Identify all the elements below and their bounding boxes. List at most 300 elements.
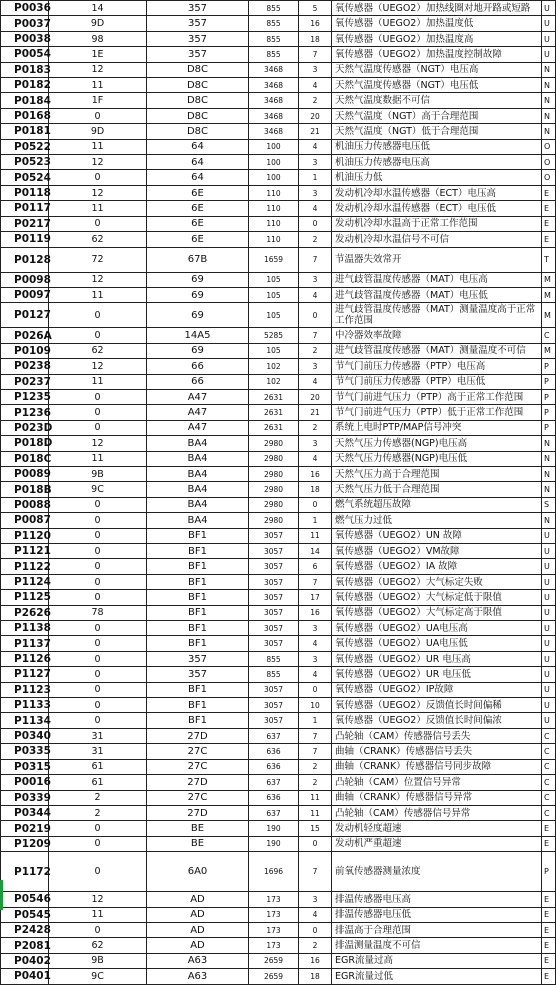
fault-code-cell: P0340 (1, 728, 49, 743)
category-cell: O (542, 170, 556, 185)
spn-hex-cell: 27C (147, 790, 249, 805)
fmi-cell: 5 (299, 1, 332, 16)
spn-cell: 3057 (249, 559, 299, 574)
description-cell: 发动机冷却水温传感器（ECT）电压低 (332, 201, 542, 216)
spn-hex-cell: 357 (147, 651, 249, 666)
spn-hex-cell: 64 (147, 139, 249, 154)
fmi-hex-cell: 9B (49, 953, 147, 968)
fault-code-cell: P1127 (1, 667, 49, 682)
category-cell: N (542, 62, 556, 77)
table-row (1, 482, 556, 497)
table-row (1, 47, 556, 62)
fmi-hex-cell: 31 (49, 728, 147, 743)
category-cell: O (542, 155, 556, 170)
spn-hex-cell: 6E (147, 201, 249, 216)
fault-code-cell: P0401 (1, 969, 49, 984)
category-cell: P (542, 359, 556, 374)
fmi-cell: 4 (299, 287, 332, 302)
description-cell: 氧传感器（UEGO2）UR 电压低 (332, 667, 542, 682)
description-cell: 排温测量温度不可信 (332, 938, 542, 953)
fault-code-cell: P0522 (1, 139, 49, 154)
fault-code-cell: P0054 (1, 47, 49, 62)
fault-code-cell: P0119 (1, 232, 49, 247)
fmi-hex-cell: 62 (49, 343, 147, 358)
spn-hex-cell: 69 (147, 272, 249, 287)
fmi-cell: 1 (299, 513, 332, 528)
fmi-cell: 18 (299, 969, 332, 984)
spn-hex-cell: A47 (147, 389, 249, 404)
fmi-cell: 7 (299, 574, 332, 589)
spn-cell: 2980 (249, 513, 299, 528)
spn-hex-cell: 6E (147, 216, 249, 231)
table-row (1, 1, 556, 16)
category-cell: U (542, 47, 556, 62)
fmi-cell: 11 (299, 528, 332, 543)
spn-cell: 2631 (249, 389, 299, 404)
fault-code-cell: P1209 (1, 836, 49, 851)
fmi-hex-cell: 0 (49, 821, 147, 836)
description-cell: 进气歧管温度传感器（MAT）测量温度高于正常工作范围 (332, 303, 542, 328)
spn-cell: 173 (249, 892, 299, 907)
spn-cell: 855 (249, 16, 299, 31)
spn-cell: 3057 (249, 528, 299, 543)
fmi-cell: 10 (299, 698, 332, 713)
spn-hex-cell: BF1 (147, 605, 249, 620)
fmi-cell: 2 (299, 232, 332, 247)
fmi-cell: 4 (299, 451, 332, 466)
fault-code-cell: P0037 (1, 16, 49, 31)
fmi-cell: 7 (299, 328, 332, 343)
category-cell: E (542, 821, 556, 836)
fmi-cell: 21 (299, 405, 332, 420)
spn-cell: 2980 (249, 466, 299, 481)
fmi-cell: 2 (299, 420, 332, 435)
fmi-cell: 2 (299, 759, 332, 774)
spn-cell: 3468 (249, 78, 299, 93)
description-cell: 天然气压力低于合理范围 (332, 482, 542, 497)
spn-hex-cell: BF1 (147, 559, 249, 574)
spn-hex-cell: BF1 (147, 621, 249, 636)
description-cell: 氧传感器（UEGO2）IA 故障 (332, 559, 542, 574)
category-cell: M (542, 343, 556, 358)
spn-cell: 3057 (249, 621, 299, 636)
fault-code-cell: P1120 (1, 528, 49, 543)
spn-hex-cell: BA4 (147, 513, 249, 528)
spn-hex-cell: BA4 (147, 451, 249, 466)
fmi-cell: 3 (299, 155, 332, 170)
category-cell: U (542, 621, 556, 636)
spn-hex-cell: 27D (147, 775, 249, 790)
category-cell: S (542, 497, 556, 512)
table-row (1, 359, 556, 374)
category-cell: U (542, 698, 556, 713)
fmi-cell: 0 (299, 922, 332, 937)
spn-hex-cell: 6A0 (147, 852, 249, 892)
fmi-hex-cell: 0 (49, 636, 147, 651)
table-row (1, 389, 556, 404)
category-cell: N (542, 124, 556, 139)
fmi-cell: 3 (299, 272, 332, 287)
fault-code-cell: P0016 (1, 775, 49, 790)
fmi-cell: 1 (299, 713, 332, 728)
fault-code-cell: P2626 (1, 605, 49, 620)
fault-code-cell: P0335 (1, 744, 49, 759)
category-cell: U (542, 528, 556, 543)
selection-marker (0, 880, 3, 910)
spn-hex-cell: A47 (147, 420, 249, 435)
table-row (1, 497, 556, 512)
spn-cell: 3057 (249, 698, 299, 713)
category-cell: U (542, 605, 556, 620)
description-cell: 发动机严重超速 (332, 836, 542, 851)
spn-cell: 102 (249, 374, 299, 389)
fmi-hex-cell: 0 (49, 698, 147, 713)
table-row (1, 744, 556, 759)
spn-cell: 173 (249, 907, 299, 922)
spn-hex-cell: BF1 (147, 713, 249, 728)
description-cell: 氧传感器（UEGO2）大气标定失败 (332, 574, 542, 589)
spn-cell: 102 (249, 359, 299, 374)
table-row (1, 590, 556, 605)
category-cell: C (542, 728, 556, 743)
spn-cell: 100 (249, 155, 299, 170)
table-row (1, 78, 556, 93)
category-cell: N (542, 108, 556, 123)
fault-code-cell: P0036 (1, 1, 49, 16)
table-row (1, 247, 556, 272)
spn-hex-cell: 67B (147, 247, 249, 272)
table-row (1, 170, 556, 185)
spn-cell: 110 (249, 232, 299, 247)
category-cell: N (542, 436, 556, 451)
table-row (1, 805, 556, 820)
fmi-cell: 0 (299, 303, 332, 328)
fmi-hex-cell: 1F (49, 93, 147, 108)
spn-hex-cell: 64 (147, 170, 249, 185)
fault-code-cell: P2428 (1, 922, 49, 937)
spn-cell: 636 (249, 744, 299, 759)
table-row (1, 287, 556, 302)
fmi-cell: 4 (299, 907, 332, 922)
category-cell: N (542, 93, 556, 108)
category-cell: C (542, 744, 556, 759)
fmi-hex-cell: 98 (49, 31, 147, 46)
description-cell: 节温器失效常开 (332, 247, 542, 272)
fault-code-cell: P1122 (1, 559, 49, 574)
spn-hex-cell: BA4 (147, 482, 249, 497)
fault-code-cell: P0402 (1, 953, 49, 968)
description-cell: 机油压力传感器电压低 (332, 139, 542, 154)
table-row (1, 938, 556, 953)
spn-hex-cell: BF1 (147, 682, 249, 697)
description-cell: EGR流量过低 (332, 969, 542, 984)
fmi-hex-cell: 0 (49, 651, 147, 666)
category-cell: U (542, 590, 556, 605)
spn-cell: 105 (249, 287, 299, 302)
fmi-hex-cell: 0 (49, 559, 147, 574)
description-cell: 氧传感器（UEGO2）IP故障 (332, 682, 542, 697)
category-cell: U (542, 31, 556, 46)
fmi-cell: 4 (299, 201, 332, 216)
description-cell: 氧传感器（UEGO2）加热线圈对地开路或短路 (332, 1, 542, 16)
fmi-hex-cell: 12 (49, 436, 147, 451)
table-row (1, 698, 556, 713)
fault-code-cell: P0315 (1, 759, 49, 774)
fault-code-cell: P0184 (1, 93, 49, 108)
spn-cell: 2980 (249, 436, 299, 451)
description-cell: 氧传感器（UEGO2）反馈值长时间偏浓 (332, 713, 542, 728)
fmi-hex-cell: 9D (49, 124, 147, 139)
table-row (1, 201, 556, 216)
fault-code-cell: P0237 (1, 374, 49, 389)
fmi-hex-cell: 0 (49, 497, 147, 512)
fmi-cell: 2 (299, 938, 332, 953)
fault-code-cell: P1124 (1, 574, 49, 589)
category-cell: E (542, 216, 556, 231)
fmi-cell: 3 (299, 359, 332, 374)
fmi-hex-cell: 11 (49, 78, 147, 93)
spn-hex-cell: BA4 (147, 497, 249, 512)
spn-cell: 3057 (249, 713, 299, 728)
fault-code-cell: P1172 (1, 852, 49, 892)
fault-code-cell: P1236 (1, 405, 49, 420)
fmi-cell: 4 (299, 667, 332, 682)
spn-cell: 855 (249, 47, 299, 62)
fault-code-cell: P0118 (1, 185, 49, 200)
category-cell: N (542, 466, 556, 481)
spn-hex-cell: 14A5 (147, 328, 249, 343)
spn-hex-cell: 27C (147, 744, 249, 759)
description-cell: 氧传感器（UEGO2）UR 电压高 (332, 651, 542, 666)
spn-hex-cell: 357 (147, 31, 249, 46)
description-cell: 系统上电时PTP/MAP信号冲突 (332, 420, 542, 435)
category-cell: E (542, 201, 556, 216)
category-cell: U (542, 574, 556, 589)
description-cell: 凸轮轴（CAM）传感器信号异常 (332, 805, 542, 820)
fmi-hex-cell: 11 (49, 201, 147, 216)
spn-cell: 3468 (249, 62, 299, 77)
fmi-hex-cell: 0 (49, 216, 147, 231)
spn-cell: 3057 (249, 636, 299, 651)
spn-cell: 3057 (249, 682, 299, 697)
table-row (1, 108, 556, 123)
description-cell: 发动机轻度超速 (332, 821, 542, 836)
fault-code-cell: P0087 (1, 513, 49, 528)
fmi-cell: 2 (299, 343, 332, 358)
table-row (1, 636, 556, 651)
fmi-cell: 3 (299, 62, 332, 77)
description-cell: 氧传感器（UEGO2）UA电压低 (332, 636, 542, 651)
spn-cell: 110 (249, 201, 299, 216)
spn-cell: 855 (249, 1, 299, 16)
spn-hex-cell: D8C (147, 93, 249, 108)
fmi-hex-cell: 0 (49, 922, 147, 937)
fmi-cell: 16 (299, 953, 332, 968)
fmi-cell: 20 (299, 108, 332, 123)
table-row (1, 513, 556, 528)
spn-hex-cell: D8C (147, 124, 249, 139)
fmi-hex-cell: 0 (49, 544, 147, 559)
spn-cell: 105 (249, 272, 299, 287)
fmi-hex-cell: 0 (49, 303, 147, 328)
description-cell: 凸轮轴（CAM）传感器信号丢失 (332, 728, 542, 743)
fault-code-cell: P0038 (1, 31, 49, 46)
spn-cell: 100 (249, 170, 299, 185)
description-cell: 氧传感器（UEGO2）VM故障 (332, 544, 542, 559)
category-cell: M (542, 287, 556, 302)
fmi-cell: 21 (299, 124, 332, 139)
fmi-hex-cell: 12 (49, 892, 147, 907)
fmi-cell: 11 (299, 790, 332, 805)
fault-code-cell: P1126 (1, 651, 49, 666)
spn-hex-cell: 357 (147, 16, 249, 31)
description-cell: 天然气温度（NGT）高于合理范围 (332, 108, 542, 123)
fmi-cell: 3 (299, 651, 332, 666)
fault-code-cell: P1138 (1, 621, 49, 636)
spn-cell: 2980 (249, 482, 299, 497)
fmi-hex-cell: 62 (49, 232, 147, 247)
fmi-cell: 16 (299, 16, 332, 31)
table-row (1, 93, 556, 108)
table-row (1, 343, 556, 358)
category-cell: E (542, 185, 556, 200)
fault-code-cell: P0109 (1, 343, 49, 358)
description-cell: 节气门前进气压力（PTP）低于正常工作范围 (332, 405, 542, 420)
fmi-hex-cell: 9B (49, 466, 147, 481)
spn-hex-cell: 69 (147, 287, 249, 302)
fmi-cell: 0 (299, 682, 332, 697)
fault-code-cell: P0545 (1, 907, 49, 922)
description-cell: 曲轴（CRANK）传感器信号同步故障 (332, 759, 542, 774)
description-cell: 燃气系统超压故障 (332, 497, 542, 512)
fmi-hex-cell: 0 (49, 621, 147, 636)
spn-cell: 100 (249, 139, 299, 154)
spn-hex-cell: BF1 (147, 574, 249, 589)
category-cell: N (542, 78, 556, 93)
spn-hex-cell: A63 (147, 969, 249, 984)
spn-cell: 3057 (249, 544, 299, 559)
fmi-hex-cell: 12 (49, 62, 147, 77)
spn-cell: 636 (249, 759, 299, 774)
fmi-cell: 11 (299, 805, 332, 820)
spn-hex-cell: 6E (147, 232, 249, 247)
fault-code-cell: P0181 (1, 124, 49, 139)
table-row (1, 775, 556, 790)
fmi-hex-cell: 2 (49, 790, 147, 805)
table-row (1, 405, 556, 420)
spn-hex-cell: BE (147, 836, 249, 851)
fault-code-cell: P0127 (1, 303, 49, 328)
table-row (1, 922, 556, 937)
description-cell: 节气门前进气压力（PTP）高于正常工作范围 (332, 389, 542, 404)
description-cell: 天然气温度传感器（NGT）电压高 (332, 62, 542, 77)
spn-cell: 5285 (249, 328, 299, 343)
table-row (1, 272, 556, 287)
table-row (1, 16, 556, 31)
category-cell: M (542, 272, 556, 287)
fault-code-cell: P1137 (1, 636, 49, 651)
category-cell: P (542, 389, 556, 404)
spn-cell: 855 (249, 31, 299, 46)
fmi-hex-cell: 62 (49, 938, 147, 953)
fmi-cell: 3 (299, 436, 332, 451)
spn-cell: 190 (249, 821, 299, 836)
spn-hex-cell: 6E (147, 185, 249, 200)
category-cell: U (542, 651, 556, 666)
fmi-cell: 7 (299, 247, 332, 272)
spn-hex-cell: D8C (147, 62, 249, 77)
fmi-cell: 3 (299, 621, 332, 636)
fault-code-cell: P0168 (1, 108, 49, 123)
fmi-cell: 2 (299, 775, 332, 790)
fault-code-cell: P1134 (1, 713, 49, 728)
fmi-cell: 7 (299, 728, 332, 743)
table-row (1, 139, 556, 154)
spn-cell: 3057 (249, 605, 299, 620)
fmi-cell: 0 (299, 216, 332, 231)
description-cell: 曲轴（CRANK）传感器信号异常 (332, 790, 542, 805)
table-row (1, 969, 556, 984)
spn-cell: 855 (249, 667, 299, 682)
category-cell: U (542, 559, 556, 574)
fmi-cell: 7 (299, 47, 332, 62)
spn-cell: 855 (249, 651, 299, 666)
fault-code-cell: P018D (1, 436, 49, 451)
description-cell: 进气歧管温度传感器（MAT）测量温度不可信 (332, 343, 542, 358)
spn-cell: 637 (249, 805, 299, 820)
spn-hex-cell: 357 (147, 1, 249, 16)
fmi-hex-cell: 2 (49, 805, 147, 820)
fault-code-cell: P0524 (1, 170, 49, 185)
description-cell: 天然气压力传感器(NGP)电压高 (332, 436, 542, 451)
fmi-cell: 3 (299, 892, 332, 907)
fmi-hex-cell: 0 (49, 574, 147, 589)
description-cell: 天然气温度传感器（NGT）电压低 (332, 78, 542, 93)
category-cell: C (542, 328, 556, 343)
spn-hex-cell: 66 (147, 374, 249, 389)
table-row (1, 574, 556, 589)
fmi-hex-cell: 9D (49, 16, 147, 31)
table-row (1, 892, 556, 907)
spn-cell: 636 (249, 790, 299, 805)
fmi-cell: 4 (299, 636, 332, 651)
description-cell: 机油压力低 (332, 170, 542, 185)
spn-cell: 3468 (249, 124, 299, 139)
fault-code-cell: P0097 (1, 287, 49, 302)
spn-cell: 105 (249, 343, 299, 358)
fmi-cell: 4 (299, 374, 332, 389)
fmi-hex-cell: 9C (49, 482, 147, 497)
spn-hex-cell: 69 (147, 343, 249, 358)
description-cell: 氧传感器（UEGO2）加热温度高 (332, 31, 542, 46)
spn-hex-cell: 64 (147, 155, 249, 170)
category-cell: P (542, 420, 556, 435)
description-cell: 前氧传感器测量浓度 (332, 852, 542, 892)
description-cell: 排温传感器电压低 (332, 907, 542, 922)
spn-hex-cell: 357 (147, 667, 249, 682)
table-row (1, 728, 556, 743)
fmi-cell: 3 (299, 185, 332, 200)
spn-hex-cell: BF1 (147, 544, 249, 559)
description-cell: 发动机冷却水温高于正常工作范围 (332, 216, 542, 231)
fault-code-cell: P1125 (1, 590, 49, 605)
fmi-hex-cell: 0 (49, 389, 147, 404)
fmi-hex-cell: 0 (49, 328, 147, 343)
table-row (1, 559, 556, 574)
fmi-hex-cell: 1E (49, 47, 147, 62)
spn-hex-cell: BF1 (147, 636, 249, 651)
table-row (1, 155, 556, 170)
